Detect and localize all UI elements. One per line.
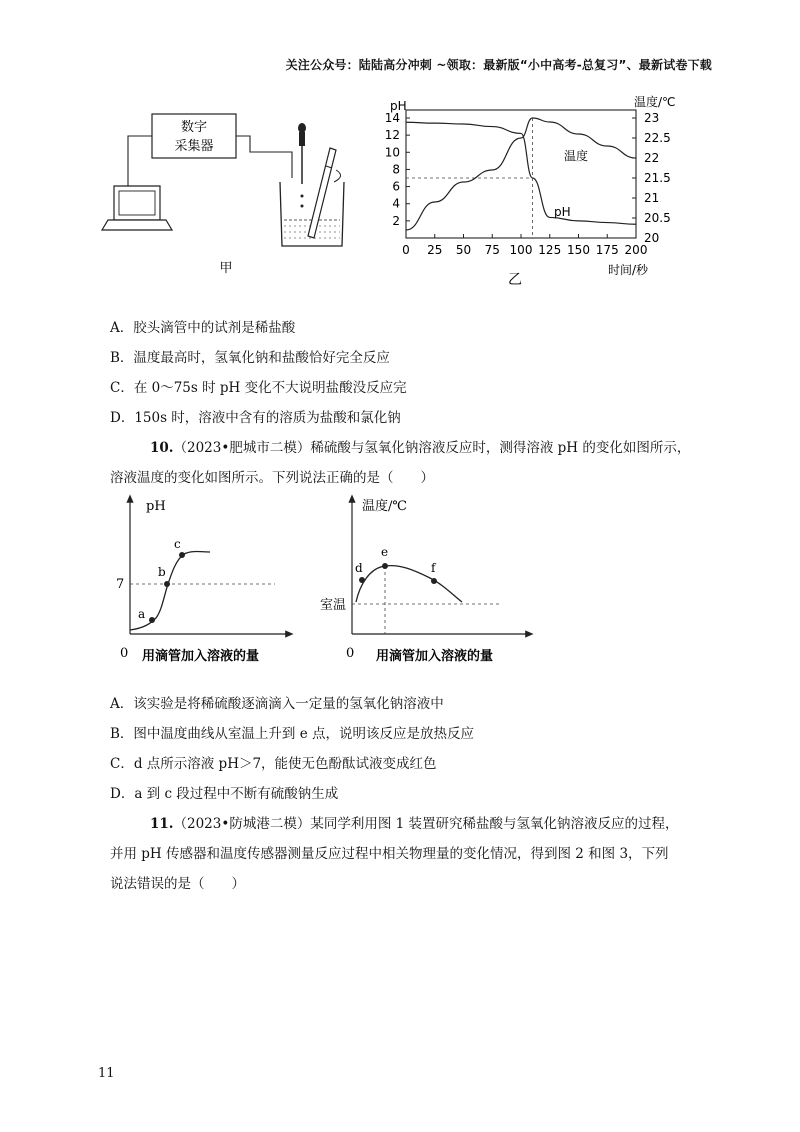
- dropper-icon: [298, 123, 306, 184]
- right-tick-label: 22.5: [644, 131, 671, 145]
- ph-axis-label: pH: [146, 499, 166, 514]
- q10-stem-line2: 溶液温度的变化如图所示。下列说法正确的是（ ）: [110, 470, 434, 486]
- q10-option-b: B．图中温度曲线从室温上升到 e 点，说明该反应是放热反应: [110, 726, 474, 742]
- temperature-curve: [356, 566, 462, 602]
- x-tick-label: 50: [455, 243, 472, 257]
- temp-axis-label: 温度/℃: [362, 499, 407, 514]
- ph-origin-label: 0: [120, 646, 129, 661]
- x-tick-label: 100: [509, 243, 533, 257]
- left-tick-label: 12: [384, 128, 400, 143]
- q11-stem-line3: 说法错误的是（ ）: [110, 876, 245, 892]
- left-tick-label: 14: [384, 111, 400, 125]
- left-tick-label: 4: [392, 196, 400, 211]
- point-d-label: d: [355, 561, 363, 575]
- ph-curve-label: pH: [554, 205, 571, 219]
- point-f-label: f: [431, 561, 436, 575]
- point-e-label: e: [381, 545, 389, 559]
- collector-label-1: 数字: [180, 120, 208, 135]
- q9-option-b: B．温度最高时，氢氧化钠和盐酸恰好完全反应: [110, 350, 390, 366]
- chart-frame: [406, 110, 636, 238]
- point-c: [179, 552, 185, 558]
- q10-option-d: D．a 到 c 段过程中不断有硫酸钠生成: [110, 786, 339, 802]
- left-tick-label: 8: [392, 162, 400, 177]
- laptop-icon: [102, 186, 172, 230]
- temperature-chart: [318, 492, 538, 667]
- temp-origin-label: 0: [346, 646, 355, 661]
- x-tick-label: 25: [427, 243, 443, 257]
- apparatus-figure: [100, 100, 360, 290]
- point-a-label: a: [138, 607, 146, 621]
- right-tick-label: 21: [644, 191, 660, 205]
- right-tick-label: 22: [644, 151, 660, 165]
- ph-x-label: 用滴管加入溶液的量: [142, 649, 260, 664]
- point-d: [359, 577, 365, 583]
- point-e: [382, 563, 388, 569]
- x-tick-label: 125: [538, 243, 562, 257]
- q10-number: 10.: [150, 440, 174, 456]
- left-tick-label: 2: [392, 213, 400, 228]
- q9-option-a: A．胶头滴管中的试剂是稀盐酸: [110, 320, 296, 336]
- point-b: [164, 581, 170, 587]
- collector-label-2: 采集器: [174, 139, 214, 154]
- q9-option-c: C．在 0～75s 时 pH 变化不大说明盐酸没反应完: [110, 380, 407, 396]
- temperature-series-line: [406, 118, 636, 230]
- right-tick-label: 21.5: [644, 171, 671, 185]
- x-tick-label: 200: [624, 243, 648, 257]
- q11-number: 11.: [150, 816, 174, 832]
- page-header: 关注公众号：陆陆高分冲刺 ~领取：最新版“小中高考-总复习”、最新试卷下载: [285, 58, 712, 72]
- ph7-tick-label: 7: [116, 577, 125, 592]
- x-axis-label: 时间/秒: [608, 263, 649, 277]
- q9-option-d: D．150s 时，溶液中含有的溶质为盐酸和氯化钠: [110, 410, 401, 426]
- x-tick-label: 75: [484, 243, 500, 257]
- left-tick-label: 10: [384, 145, 400, 160]
- figure-caption-yi: 乙: [508, 272, 522, 288]
- right-tick-label: 20: [644, 231, 660, 245]
- sensor-probe-icon: [308, 148, 341, 238]
- point-f: [431, 578, 437, 584]
- q11-stem-line1: 11.（2023•防城港二模）某同学利用图 1 装置研究稀盐酸与氢氧化钠溶液反应的过程，: [150, 816, 679, 832]
- room-temp-label: 室温: [320, 598, 347, 613]
- temp-x-label: 用滴管加入溶液的量: [376, 649, 494, 664]
- figure-caption-jia: 甲: [219, 261, 233, 276]
- q10-option-c: C．d 点所示溶液 pH＞7，能使无色酚酞试液变成红色: [110, 756, 437, 772]
- temp-curve-label: 温度: [564, 149, 589, 163]
- right-tick-label: 20.5: [644, 211, 671, 225]
- chart-yi: [368, 92, 700, 292]
- q10-option-a: A．该实验是将稀硫酸逐滴滴入一定量的氢氧化钠溶液中: [110, 696, 444, 712]
- right-tick-label: 23: [644, 111, 660, 125]
- ph-chart: [110, 492, 300, 667]
- x-tick-label: 150: [567, 243, 590, 257]
- point-b-label: b: [158, 565, 166, 579]
- right-axis-label: 温度/℃: [634, 95, 676, 109]
- left-tick-label: 6: [392, 179, 400, 194]
- left-axis-label: pH: [390, 99, 407, 113]
- point-c-label: c: [174, 537, 181, 551]
- x-tick-label: 0: [402, 243, 410, 257]
- q10-stem-line1: 10.（2023•肥城市二模）稀硫酸与氢氧化钠溶液反应时，测得溶液 pH 的变化如图所示，: [150, 440, 691, 456]
- q11-stem-line2: 并用 pH 传感器和温度传感器测量反应过程中相关物理量的变化情况，得到图 2 和图 3，下列: [110, 846, 669, 862]
- page-number: 11: [98, 1066, 115, 1081]
- point-a: [149, 617, 155, 623]
- x-tick-label: 175: [595, 243, 619, 257]
